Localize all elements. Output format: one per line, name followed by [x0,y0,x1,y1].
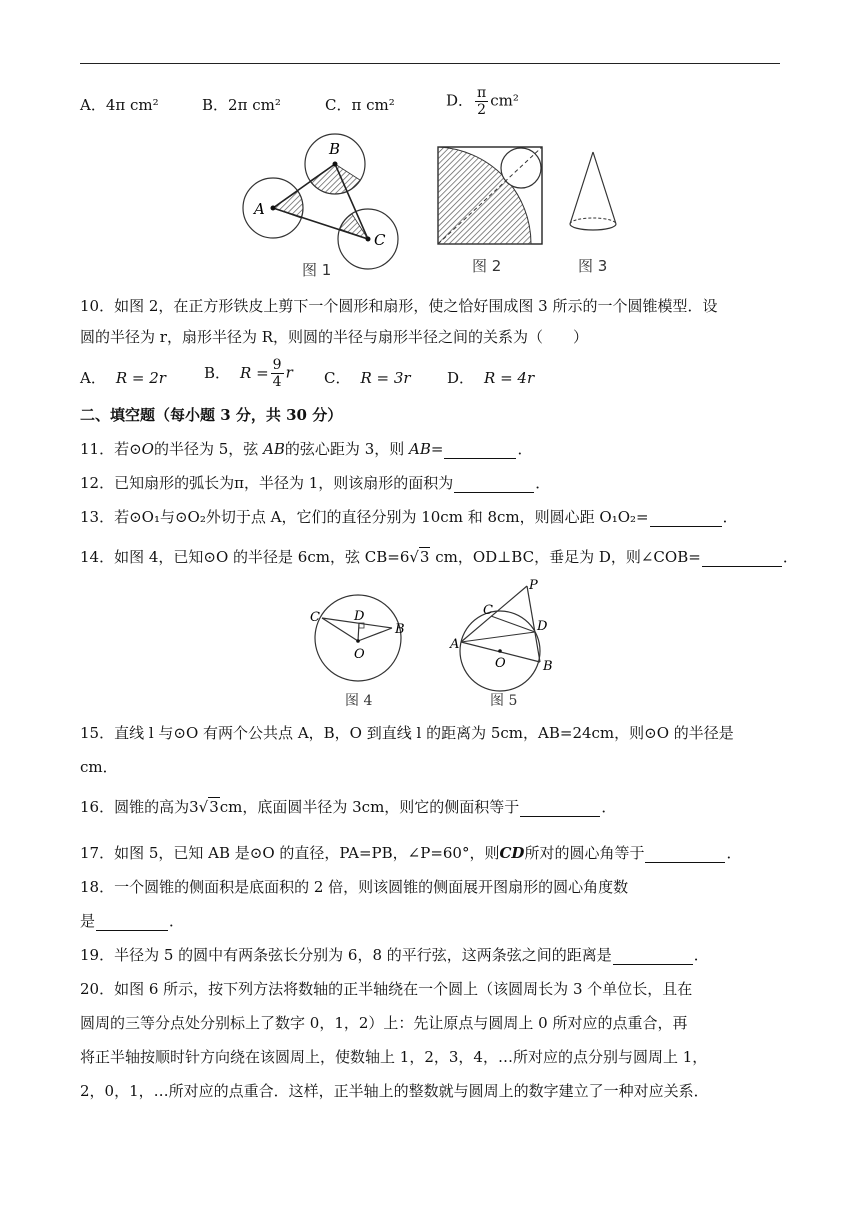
q16-sqrt: √3 [198,798,219,816]
q18-answer-blank[interactable] [96,914,168,931]
q9-option-b-label: B． [202,96,229,114]
q17-post: 所对的圆心角等于 [524,844,645,862]
q10-option-b-fraction [271,358,284,389]
sector-b [310,164,360,194]
q11-mid2: 的弦心距为 3，则 [284,440,410,458]
q13-end: ． [722,508,738,526]
q9-option-a-text: 4π [105,96,126,114]
q17-end: ． [726,844,742,862]
q9-option-c [325,94,395,115]
q19-end: ． [693,946,709,964]
q14-sqrt: √3 [409,548,430,566]
point-b [333,162,338,167]
q9-option-c-unit: cm² [366,96,395,114]
q19-answer-blank[interactable] [613,948,693,965]
cone-base-back [570,218,616,224]
q11-answer-blank[interactable] [444,442,516,459]
q10-line1: 10．如图 2，在正方形铁皮上剪下一个圆形和扇形，使之恰好围成图 3 所示的一个圆锥模型．设 [80,297,718,315]
q13-text: 13．若⊙O₁与⊙O₂外切于点 A，它们的直径分别为 10cm 和 8cm，则圆心距 O₁O₂= [80,508,649,526]
figure-2 [438,147,542,244]
q10-option-d-expr: R = 4r [484,369,535,387]
point-o4 [356,639,360,643]
segment-oc [322,618,358,641]
q17 [80,842,741,863]
q19 [80,944,709,965]
segment-pa [461,586,527,642]
q9-option-a-label: A． [80,96,106,114]
q9-option-d [446,86,519,117]
q14-answer-blank[interactable] [702,550,782,567]
q10-option-b-num: 9 [272,357,282,373]
point-o5 [498,649,502,653]
q20-line4: 2，0，1，…所对应的点重合．这样，正半轴上的整数就与圆周上的数字建立了一种对应关系． [80,1082,709,1100]
fig5-label-o: O [495,656,506,671]
q10-option-b-label: B． [204,363,231,382]
q20-line1: 20．如图 6 所示，按下列方法将数轴的正半轴绕在一个圆上（该圆周长为 3 个单位长，且在 [80,980,693,998]
q12-text: 12．已知扇形的弧长为π，半径为 1，则该扇形的面积为 [80,474,454,492]
q9-option-b-unit: cm² [252,96,281,114]
q11-pre: 11．若⊙ [80,440,142,458]
q17-arc: CD [499,844,525,862]
fig5-label-b: B [543,659,553,674]
q16-end: ． [601,798,617,816]
q14-post: cm，OD⊥BC，垂足为 D，则∠COB= [430,548,701,566]
q10-option-a [80,367,166,388]
fig3-caption: 图 3 [578,257,608,275]
label-b: B [329,140,341,158]
q18-line2 [80,910,184,931]
section2-title: 二、填空题（每小题 3 分，共 30 分） [80,406,343,424]
q15-line1: 15．直线 l 与⊙O 有两个公共点 A，B，O 到直线 l 的距离为 5cm，AB=24cm，则⊙O 的半径是 [80,724,734,742]
q13 [80,506,738,527]
fig5-label-c: C [483,603,493,618]
q15-line2: cm． [80,758,118,776]
q17-answer-blank[interactable] [645,846,725,863]
figure-4 [310,595,405,681]
q16 [80,796,616,817]
q9-option-c-label: C． [325,96,352,114]
q11 [80,438,532,459]
q14-end: ． [782,548,798,566]
q9-option-d-unit: cm² [490,91,519,110]
q14-pre: 14．如图 4，已知⊙O 的半径是 6cm，弦 CB= [80,548,400,566]
fig2-caption: 图 2 [472,257,502,275]
q9-option-c-text: π [351,96,362,114]
q10-option-d [447,367,534,388]
q13-answer-blank[interactable] [650,510,722,527]
figures-4-5 [300,578,570,710]
top-rule [80,63,780,64]
q10-option-b-post: r [285,363,293,382]
q10-option-b [204,358,293,389]
q16-post: cm，底面圆半径为 3cm，则它的侧面积等于 [219,798,520,816]
q14-radicand: 3 [419,548,430,566]
q12-answer-blank[interactable] [454,476,534,493]
q9-option-a-unit: cm² [130,96,159,114]
segment-ad [461,632,535,642]
fig5-caption: 图 5 [490,693,518,709]
fig5-label-p: P [529,578,538,593]
label-a: A [254,200,265,218]
fig1-caption: 图 1 [302,261,332,279]
q16-radicand: 3 [209,798,219,816]
q11-mid: 的半径为 5，弦 [153,440,264,458]
q10-line2: 圆的半径为 r，扇形半径为 R，则圆的半径与扇形半径之间的关系为（ ） [80,328,589,346]
fig5-label-d: D [537,619,548,634]
fig4-caption: 图 4 [345,693,373,709]
fig4-label-d: D [354,609,365,624]
figure-3 [570,152,616,230]
fig5-label-a: A [450,637,460,652]
fig4-label-c: C [310,610,320,625]
q10-option-c-expr: R = 3r [360,369,411,387]
q10-option-b-den: 4 [272,374,282,390]
point-c [366,237,371,242]
q9-option-d-den: 2 [477,102,487,118]
q10-option-a-label: A． [80,369,106,387]
q11-eq: = [430,440,444,458]
q20-line3: 将正半轴按顺时针方向绕在该圆周上，使数轴上 1，2，3，4，…所对应的点分别与圆周上 1， [80,1048,708,1066]
q11-ab2: AB [409,440,431,458]
chord-cd [491,616,535,632]
q9-option-d-fraction [475,86,488,117]
figures-1-3 [240,130,640,280]
q14 [80,546,798,567]
q11-end: ． [517,440,533,458]
q11-o: O [141,440,154,458]
q16-answer-blank[interactable] [520,800,600,817]
q9-option-a [80,94,159,115]
cone-base-front [570,224,616,230]
q19-text: 19．半径为 5 的圆中有两条弦长分别为 6，8 的平行弦，这两条弦之间的距离是 [80,946,612,964]
q9-option-d-label: D． [446,91,474,110]
q11-ab: AB [263,440,285,458]
q18-end: ． [169,912,185,930]
segment-ob [358,628,392,641]
figure-5 [449,578,553,691]
q9-option-b-text: 2π [228,96,248,114]
q17-pre: 17．如图 5，已知 AB 是⊙O 的直径，PA=PB，∠P=60°，则 [80,844,500,862]
fig4-label-b: B [395,622,405,637]
q9-option-d-num: π [477,85,487,101]
q16-coef: 3 [189,798,199,816]
q12-end: ． [535,474,551,492]
q10-option-c-label: C． [324,369,351,387]
q18-line1: 18．一个圆锥的侧面积是底面积的 2 倍，则该圆锥的侧面展开图扇形的圆心角度数 [80,878,629,896]
q9-option-b [202,94,281,115]
cone-sides [570,152,616,224]
small-circle [501,148,541,188]
figure-1 [243,134,398,269]
q10-option-b-pre: R = [240,363,269,382]
q10-option-d-label: D． [447,369,475,387]
q18-line2-text: 是 [80,912,96,930]
q12 [80,472,550,493]
q20-line2: 圆周的三等分点处分别标上了数字 0，1，2）上：先让原点与圆周上 0 所对应的点重合，再 [80,1014,688,1032]
q10-option-a-expr: R = 2r [115,369,166,387]
q16-pre: 16．圆锥的高为 [80,798,190,816]
point-a [271,206,276,211]
label-c: C [374,231,386,249]
fig4-label-o: O [354,647,365,662]
q14-coef: 6 [399,548,410,566]
q10-option-c [324,367,411,388]
